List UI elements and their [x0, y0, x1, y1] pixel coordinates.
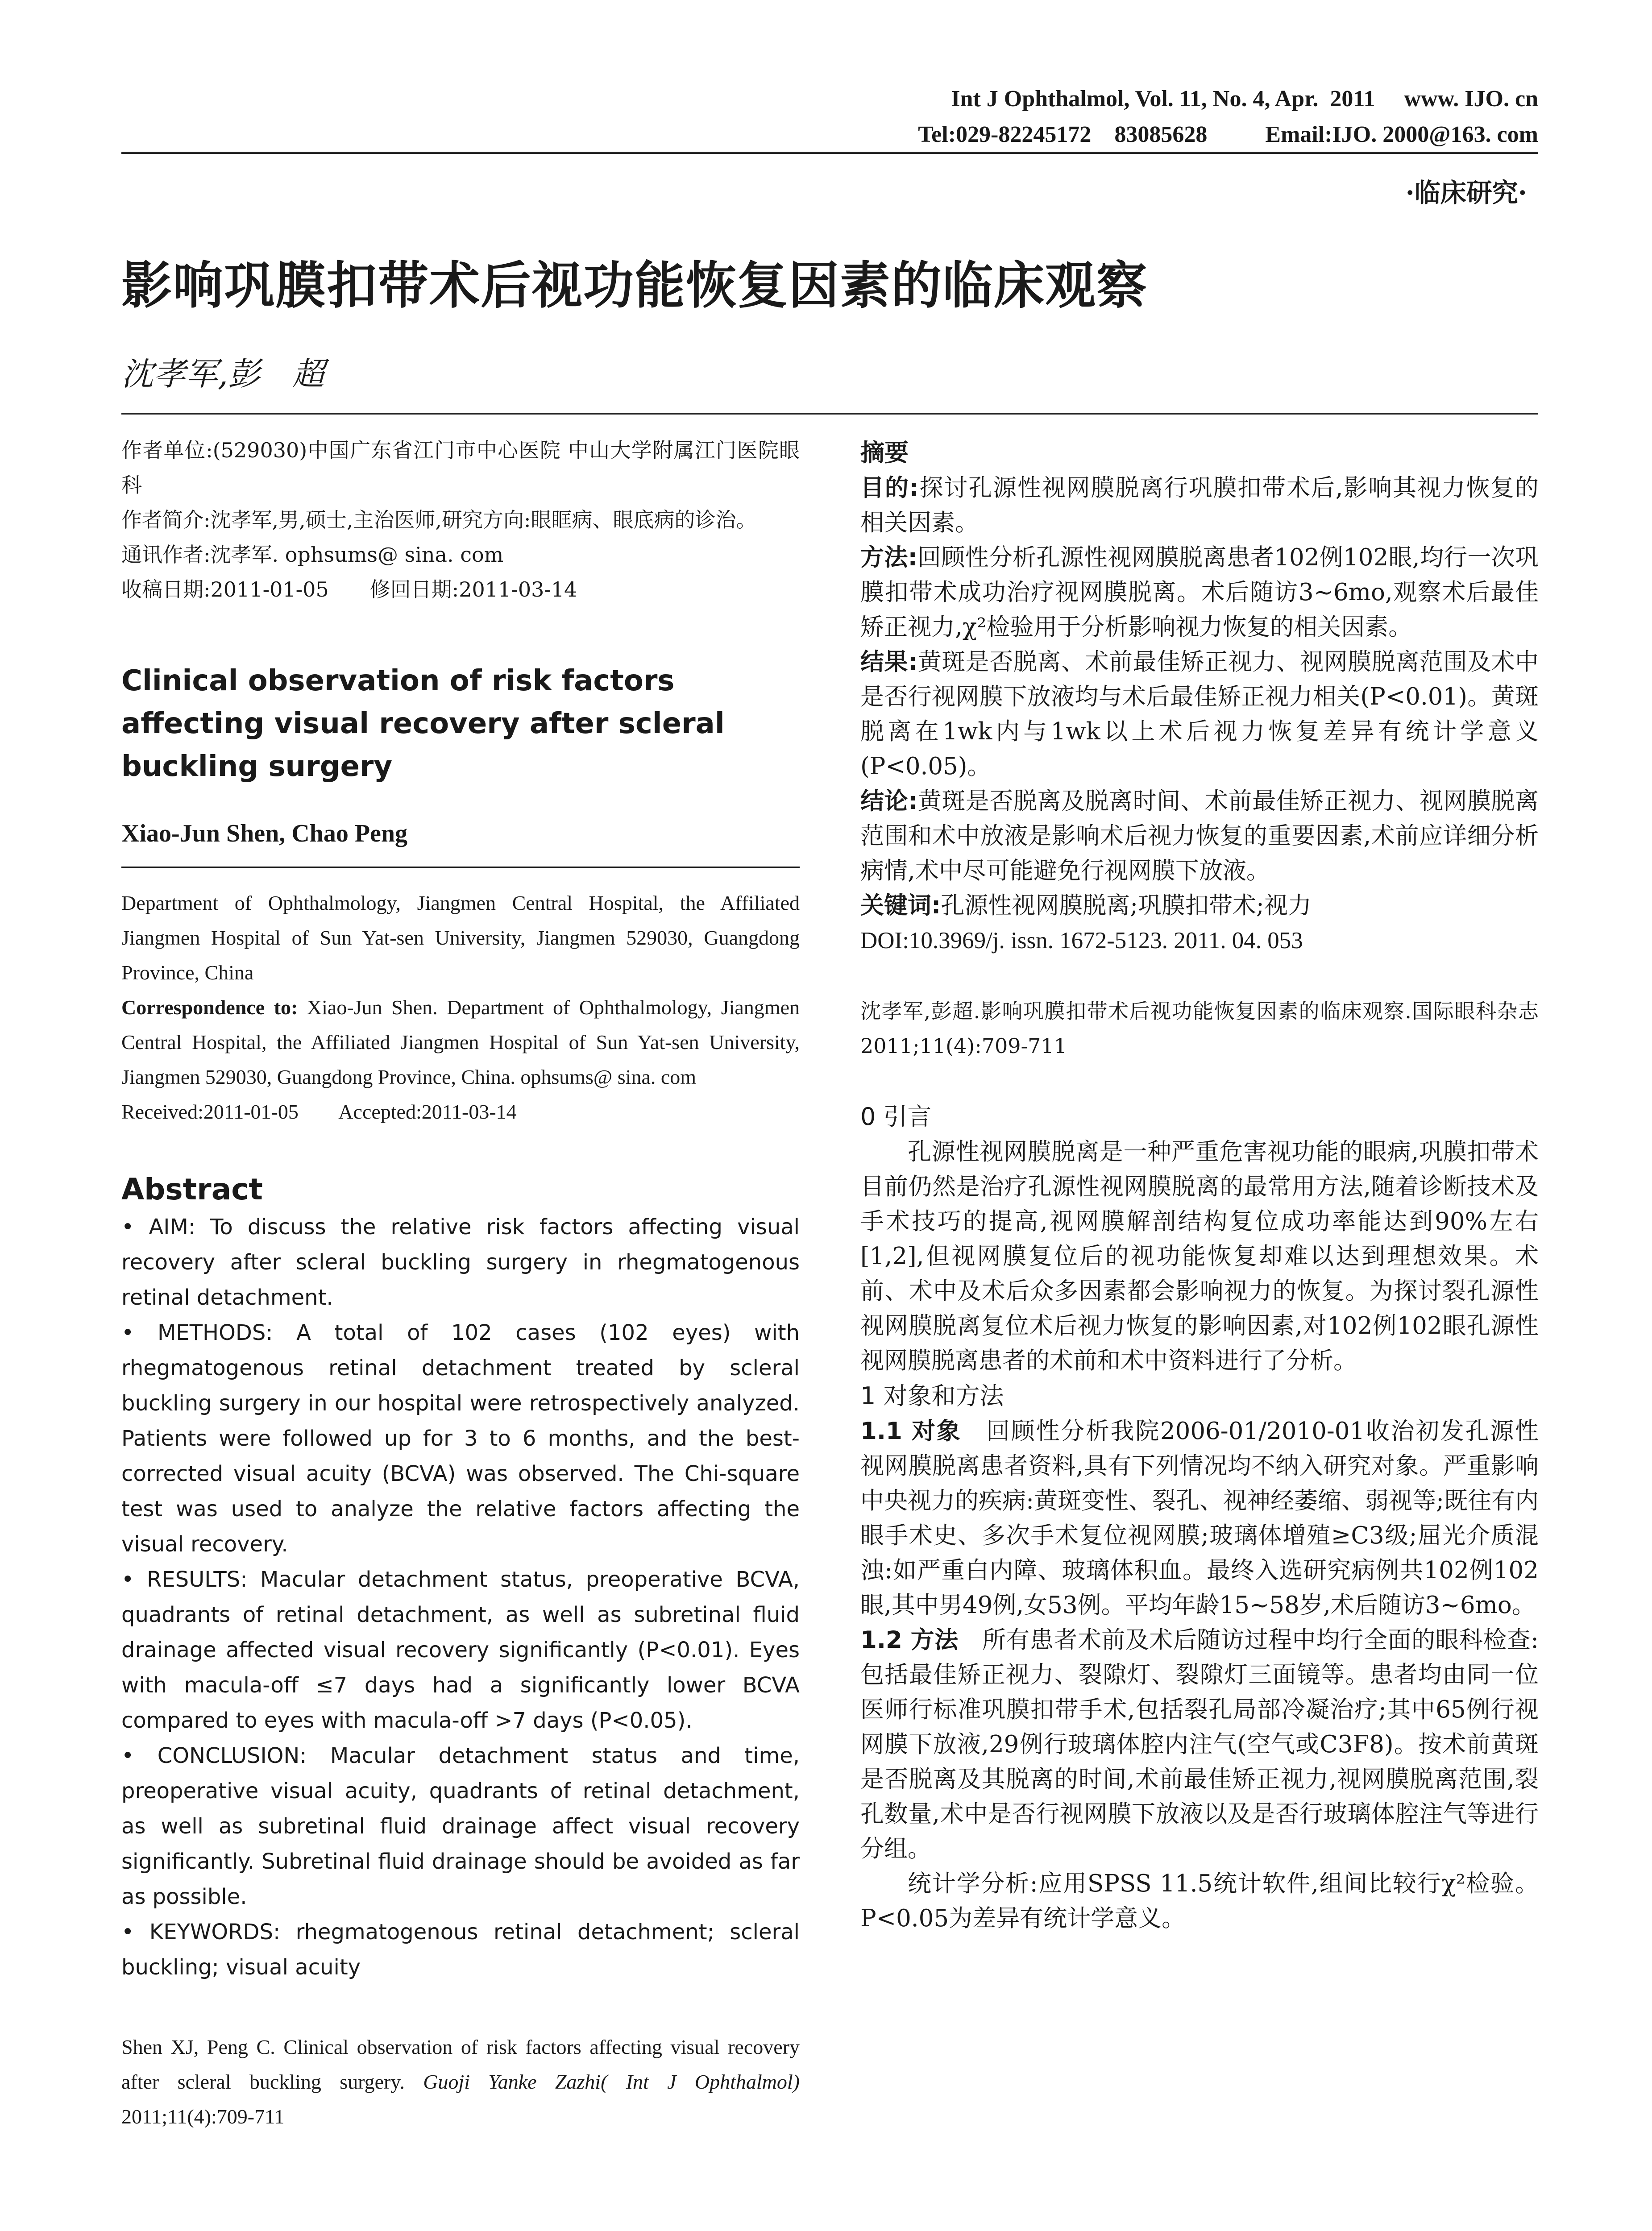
- authors-rule: [121, 867, 800, 868]
- abstract-methods: • METHODS: A total of 102 cases (102 eyes) with rhegmatogenous retinal detachment treated by scleral buckling surgery in our hospital were retrospectively analyzed. Patients were followed up for 3 to 6 months, and the best-corrected visual acuity (BCVA) was observed. The Chi-square test was used to analyze the relative factors affecting the visual recovery.: [121, 1320, 800, 1557]
- info-affiliation: 作者单位:(529030)中国广东省江门市中心医院 中山大学附属江门医院眼科: [121, 438, 800, 497]
- section-tag: ·临床研究·: [1405, 178, 1527, 208]
- header-rule: [121, 152, 1538, 154]
- affiliation-en: Department of Ophthalmology, Jiangmen Central Hospital, the Affiliated Jiangmen Hospital of Sun Yat-sen University, Jiangmen 529030, Guangdong Province, China: [121, 892, 800, 984]
- correspondence-label: Correspondence to:: [121, 996, 298, 1019]
- doi: DOI:10.3969/j. issn. 1672-5123. 2011. 04. 053: [860, 928, 1303, 954]
- authors-en: Xiao-Jun Shen, Chao Peng: [121, 820, 408, 847]
- methods-label: 方法:: [860, 544, 917, 571]
- author-info: [121, 433, 800, 607]
- abstract-heading: Abstract: [121, 1172, 263, 1207]
- citation-en-journal: Guoji Yanke Zazhi( Int J Ophthalmol): [423, 2070, 800, 2093]
- abstract-en: [121, 1210, 800, 1985]
- title-rule: [121, 413, 1538, 415]
- abstract-keywords: • KEYWORDS: rhegmatogenous retinal detachment; scleral buckling; visual acuity: [121, 1920, 800, 1980]
- abstract-cn-results: [860, 645, 1539, 784]
- sec11-paragraph: [860, 1414, 1539, 1623]
- sec1-heading: 1 对象和方法: [860, 1382, 1004, 1410]
- title-en: Clinical observation of risk factors affecting visual recovery after scleral buckling surgery: [121, 664, 725, 783]
- sec12-text: 所有患者术前及术后随访过程中均行全面的眼科检查:包括最佳矫正视力、裂隙灯、裂隙灯三面镜等。患者均由同一位医师行标准巩膜扣带手术,包括裂孔局部冷凝治疗;其中65例行视网膜下放液,29例行玻璃体腔内注气(空气或C3F8)。按术前黄斑是否脱离及其脱离的时间,术前最佳矫正视力,视网膜脱离范围,裂孔数量,术中是否行视网膜下放液以及是否行玻璃体腔注气等进行分组。: [860, 1626, 1539, 1862]
- citation-en-plain: Shen XJ, Peng C. Clinical observation of risk factors affecting visual recovery after scleral buckling surgery.: [121, 2036, 800, 2093]
- abstract-cn-methods: [860, 540, 1539, 645]
- abstract-cn-keywords: [860, 888, 1539, 923]
- aim-label: 目的:: [860, 474, 919, 502]
- sec11-text: 回顾性分析我院2006-01/2010-01收治初发孔源性视网膜脱离患者资料,具有下列情况均不纳入研究对象。严重影响中央视力的疾病:黄斑变性、裂孔、视神经萎缩、弱视等;既往有内眼手术史、多次手术复位视网膜;玻璃体增殖≥C3级;屈光介质混浊:如严重白内障、玻璃体积血。最终入选研究病例共102例102眼,其中男49例,女53例。平均年龄15~58岁,术后随访3~6mo。: [860, 1418, 1539, 1619]
- journal-line: Int J Ophthalmol, Vol. 11, No. 4, Apr. 2011 www. IJO. cn: [951, 86, 1538, 112]
- citation-en: [121, 2030, 800, 2134]
- page-title: 影响巩膜扣带术后视功能恢复因素的临床观察: [121, 256, 1148, 315]
- received-en: Received:2011-01-05 Accepted:2011-03-14: [121, 1100, 517, 1123]
- intro-heading: 0 引言: [860, 1103, 932, 1131]
- info-author-bio: 作者简介:沈孝军,男,硕士,主治医师,研究方向:眼眶病、眼底病的诊治。: [121, 508, 757, 532]
- sec12-paragraph: [860, 1623, 1539, 1866]
- stat-paragraph: 统计学分析:应用SPSS 11.5统计软件,组间比较行χ²检验。P<0.05为差异有统计学意义。: [860, 1870, 1539, 1932]
- aim-text: 探讨孔源性视网膜脱离行巩膜扣带术后,影响其视力恢复的相关因素。: [860, 474, 1539, 536]
- abstract-cn-heading: 摘要: [860, 439, 909, 467]
- methods-text: 回顾性分析孔源性视网膜脱离患者102例102眼,均行一次巩膜扣带术成功治疗视网膜脱离。术后随访3~6mo,观察术后最佳矫正视力,χ²检验用于分析影响视力恢复的相关因素。: [860, 544, 1539, 641]
- abstract-cn-conclusion: [860, 784, 1539, 888]
- citation-cn: 沈孝军,彭超.影响巩膜扣带术后视功能恢复因素的临床观察.国际眼科杂志 2011;11(4):709-711: [860, 999, 1539, 1058]
- results-label: 结果:: [860, 648, 918, 676]
- conclusion-text: 黄斑是否脱离及脱离时间、术前最佳矫正视力、视网膜脱离范围和术中放液是影响术后视力恢复的重要因素,术前应详细分析病情,术中尽可能避免行视网膜下放液。: [860, 788, 1539, 884]
- abstract-cn-aim: [860, 471, 1539, 540]
- abstract-aim: • AIM: To discuss the relative risk factors affecting visual recovery after scleral buckling surgery in rhegmatogenous retinal detachment.: [121, 1215, 800, 1310]
- citation-en-tail: 2011;11(4):709-711: [121, 2105, 285, 2128]
- sec11-label: 1.1 对象: [860, 1418, 962, 1445]
- abstract-conclusion: • CONCLUSION: Macular detachment status and time, preoperative visual acuity, quadrants of retinal detachment, as well as subretinal fluid drainage affect visual recovery significantly. Subretinal fluid drainage should be avoided as far as possible.: [121, 1743, 800, 1909]
- sec12-label: 1.2 方法: [860, 1626, 959, 1654]
- info-corresponding: 通讯作者:沈孝军. ophsums@ sina. com: [121, 543, 504, 567]
- abstract-results: • RESULTS: Macular detachment status, preoperative BCVA, quadrants of retinal detachment, as well as subretinal fluid drainage affected visual recovery significantly (P<0.01). Eyes with macula-off ≤7 days had a significantly lower BCVA compared to eyes with macula-off >7 days (P<0.05).: [121, 1567, 800, 1733]
- right-column: [860, 435, 1539, 1936]
- info-dates: 收稿日期:2011-01-05 修回日期:2011-03-14: [121, 577, 577, 601]
- correspondence-text: Xiao-Jun Shen. Department of Ophthalmology, Jiangmen Central Hospital, the Affiliated Jiangmen Hospital of Sun Yat-sen University, Jiangmen 529030, Guangdong Province, China. ophsums@ sina. com: [121, 996, 800, 1088]
- conclusion-label: 结论:: [860, 788, 918, 815]
- correspondence-en: [121, 990, 800, 1095]
- left-column: [121, 433, 800, 2134]
- intro-text: 孔源性视网膜脱离是一种严重危害视功能的眼病,巩膜扣带术目前仍然是治疗孔源性视网膜脱离的最常用方法,随着诊断技术及手术技巧的提高,视网膜解剖结构复位成功率能达到90%左右[1,2],但视网膜复位后的视功能恢复却难以达到理想效果。术前、术中及术后众多因素都会影响视力的恢复。为探讨裂孔源性视网膜脱离复位术后视力恢复的影响因素,对102例102眼孔源性视网膜脱离患者的术前和术中资料进行了分析。: [860, 1138, 1539, 1374]
- keywords-label: 关键词:: [860, 892, 941, 919]
- results-text: 黄斑是否脱离、术前最佳矫正视力、视网膜脱离范围及术中是否行视网膜下放液均与术后最佳矫正视力相关(P<0.01)。黄斑脱离在1wk内与1wk以上术后视力恢复差异有统计学意义(P<0.05)。: [860, 648, 1539, 780]
- contact-line: Tel:029-82245172 83085628 Email:IJO. 2000@163. com: [918, 122, 1538, 147]
- keywords-text: 孔源性视网膜脱离;巩膜扣带术;视力: [941, 892, 1312, 919]
- authors-cn: 沈孝军,彭 超: [121, 355, 324, 393]
